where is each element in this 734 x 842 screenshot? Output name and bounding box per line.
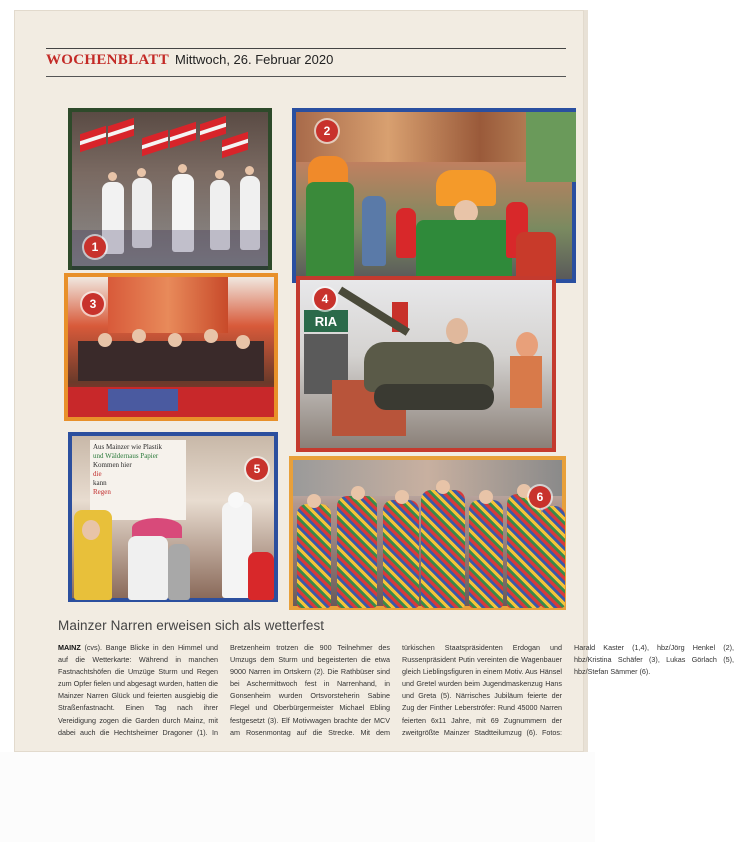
header-top-rule <box>46 48 566 49</box>
page-edge <box>584 10 588 752</box>
photo-number-badge: 5 <box>246 458 268 480</box>
article-dateline: MAINZ <box>58 643 81 652</box>
photo-5-youth-parade <box>68 432 278 602</box>
sign-line: die <box>93 470 102 478</box>
photo-1-guard-parade <box>68 108 272 270</box>
sign-line: Regen <box>93 488 111 496</box>
photo-number-badge: 2 <box>316 120 338 142</box>
article-body <box>58 642 734 750</box>
article-agency: (cvs). <box>80 643 106 652</box>
sign-line: Kommen hier <box>93 461 132 469</box>
article-text: Bange Blicke in den Himmel und auf die Wetterkarte: Während in manchen Fastnachtshöfen die Umzüge Sturm und Regen zum Opfer fielen und abgesagt wurden, hatten die Mainzer Narren Glück und feierten ausgiebig die Straßenfastnacht. Einen Tag nach ihrer Vereidigung zogen die Garden durch Mainz, mit dabei auch die Hechtsheimer Dragoner (1). In Bretzenheim trotzen die 900 Teilnehmer des Umzugs dem Sturm und begeisterten die etwa 9000 Narren im Ortskern (2). Die Rathbüser sind bei Aschermittwoch fest in Narrenhand, in Gonsenheim wurden Ortsvorsteherin Sabine Flegel und Oberbürgermeister Michael Ebling festgesetzt (3). Elf Motivwagen brachte der MCV am Rosenmontag auf die Strecke. Mit dem türkischen Staatspräsidenten Erdogan und Russenpräsident Putin vereinten die Wagenbauer gleich Lieblingsfiguren in einem Motiv. Aus Hänsel und Gretel wurden beim Jugendmaskenzug Hans und Greta (5). Närrisches Jubiläum feierte der Zug der Finther Leberströfer: Rund 45000 Narren feierten 6x11 Jahre, mit 69 Zugnummern der zweitgrößte Mainzer Stadtteilumzug (6). Fotos: Harald Kaster (1,4), hbz/Jörg Henkel (2), hbz/Kristina Schäfer (3), Lukas Görlach (5), hbz/Stefan Sämmer (6). <box>58 643 734 737</box>
sign-line: und Wäldernaus Papier <box>93 452 159 460</box>
newspaper-header <box>46 52 566 72</box>
issue-date: Mittwoch, 26. Februar 2020 <box>175 52 334 67</box>
photo-number-badge: 1 <box>84 236 106 258</box>
masthead: WOCHENBLATT <box>46 52 170 68</box>
article-headline: Mainzer Narren erweisen sich als wetterfest <box>58 618 325 633</box>
photo-4-tank-float <box>296 276 556 452</box>
photo-6-costume-group <box>289 456 566 610</box>
photo-2-jesters <box>292 108 576 283</box>
photo-number-badge: 3 <box>82 293 104 315</box>
sign-line: kann <box>93 479 107 487</box>
photo-3-town-hall <box>64 273 278 421</box>
photo-number-badge: 4 <box>314 288 336 310</box>
scan-margin <box>0 752 595 842</box>
photo-number-badge: 6 <box>529 486 551 508</box>
protest-sign <box>90 440 186 520</box>
street-sign: RIA <box>304 310 348 332</box>
header-bottom-rule <box>46 76 566 77</box>
sign-line: Aus Mainzer wie Plastik <box>93 443 163 451</box>
